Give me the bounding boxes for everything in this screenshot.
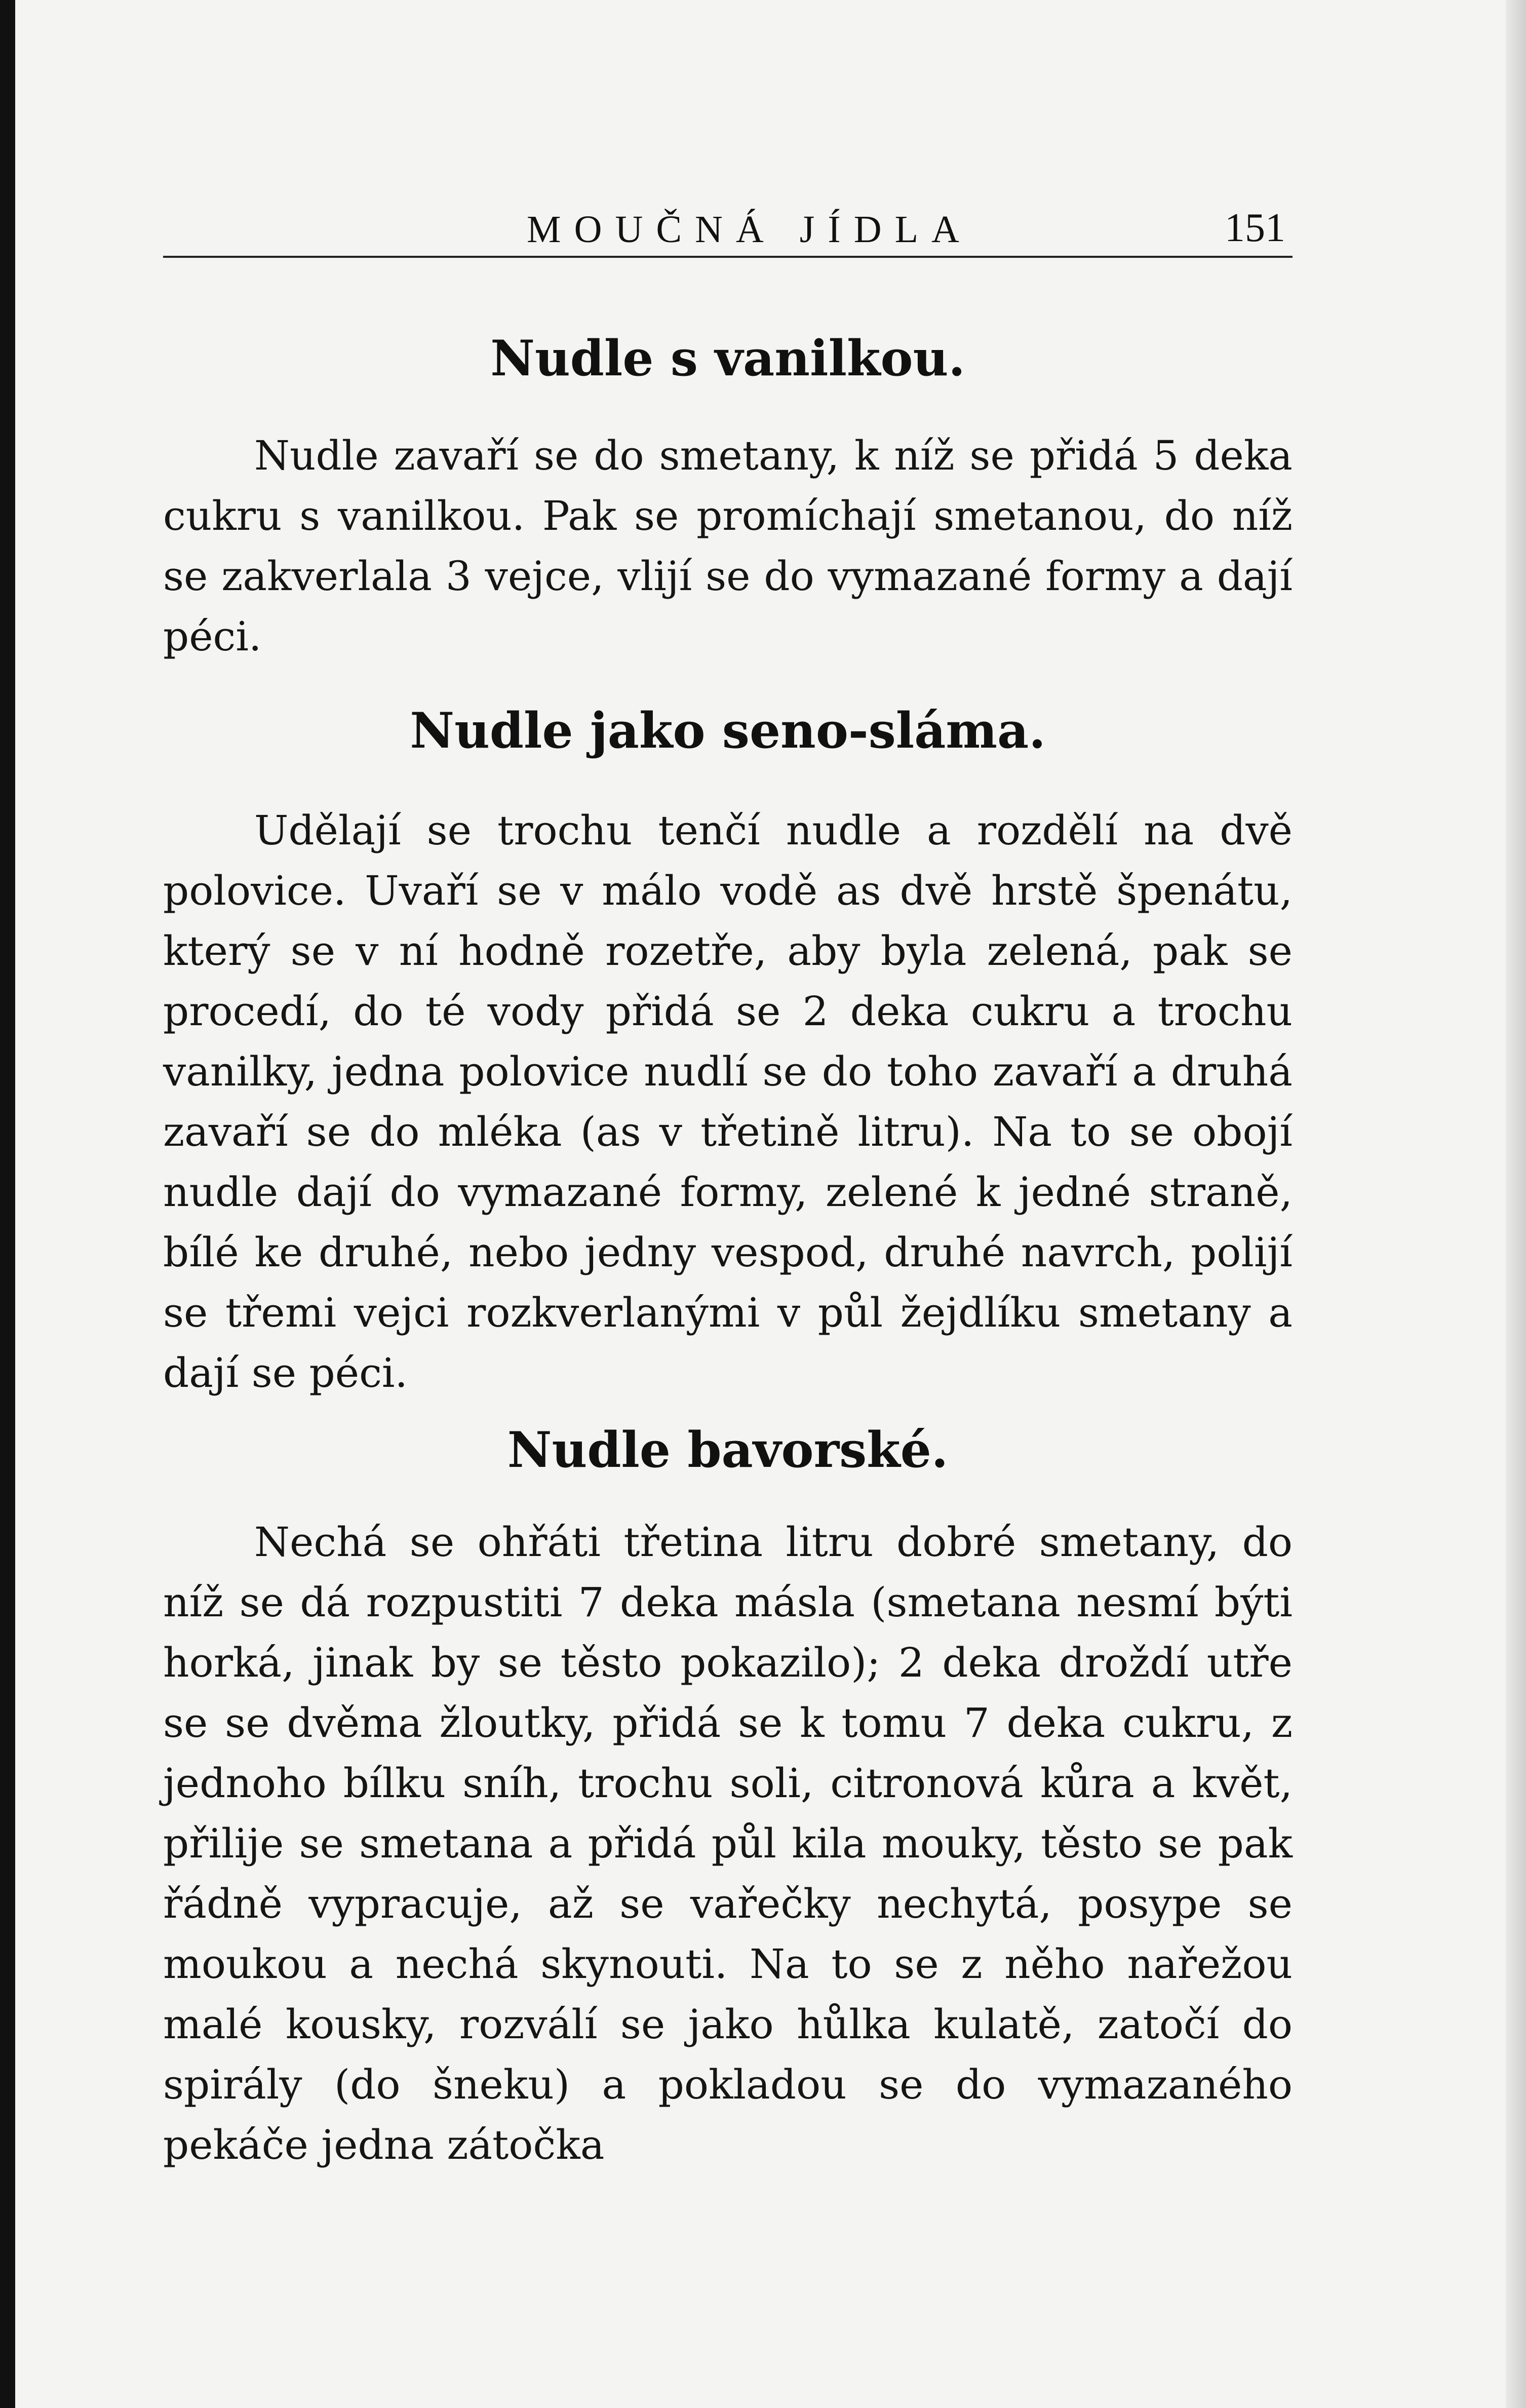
page-number: 151 — [1225, 206, 1285, 250]
recipe-title-nudle-bavorske: Nudle bavorské. — [507, 1421, 949, 1479]
recipe-text-nudle-jako-seno-slama: Udělají se trochu tenčí nudle a rozdělí na dvě polovice. Uvaří se v málo vodě as dvě hrstě špenátu, který se v ní hodně rozetře, aby byla zelená, pak se procedí, do té vody přidá se 2 deka cukru a trochu vanilky, jedna polovice nudlí se do toho zavaří a druhá zavaří se do mléka (as v třetině litru). Na to se obojí nudle dají do vymazané formy, zelené k jedné straně, bílé ke druhé, nebo jedny vespod, druhé navrch, polijí se třemi vejci rozkverlanými v půl žejdlíku smetany a dají se péci. — [163, 807, 1293, 1396]
page-right-edge — [1506, 0, 1526, 2408]
recipe-title-nudle-s-vanilkou: Nudle s vanilkou. — [490, 330, 965, 387]
recipe-text-nudle-bavorske: Nechá se ohřáti třetina litru dobré smetany, do níž se dá rozpustiti 7 deka másla (smetana nesmí býti horká, jinak by se těsto pokazilo); 2 deka droždí utře se se dvěma žloutky, přidá se k tomu 7 deka cukru, z jednoho bílku sníh, trochu soli, citronová kůra a květ, přilije se smetana a přidá půl kila mouky, těsto se pak řádně vypracuje, až se vařečky nechytá, posype se moukou a nechá skynouti. Na to se z něho nařežou malé kousky, rozválí se jako hůlka kulatě, zatočí do spirály (do šneku) a pokladou se do vymazaného pekáče jedna zátočka — [163, 1519, 1293, 2168]
page-left-edge — [0, 0, 15, 2408]
header-rule — [163, 256, 1293, 258]
recipe-text-nudle-s-vanilkou: Nudle zavaří se do smetany, k níž se přidá 5 deka cukru s vanilkou. Pak se promíchají smetanou, do níž se zakverlala 3 vejce, vlijí se do vymazané formy a dají péci. — [163, 432, 1293, 660]
running-head: MOUČNÁ JÍDLA — [527, 208, 972, 251]
recipe-title-nudle-jako-seno-slama: Nudle jako seno-sláma. — [410, 702, 1046, 759]
